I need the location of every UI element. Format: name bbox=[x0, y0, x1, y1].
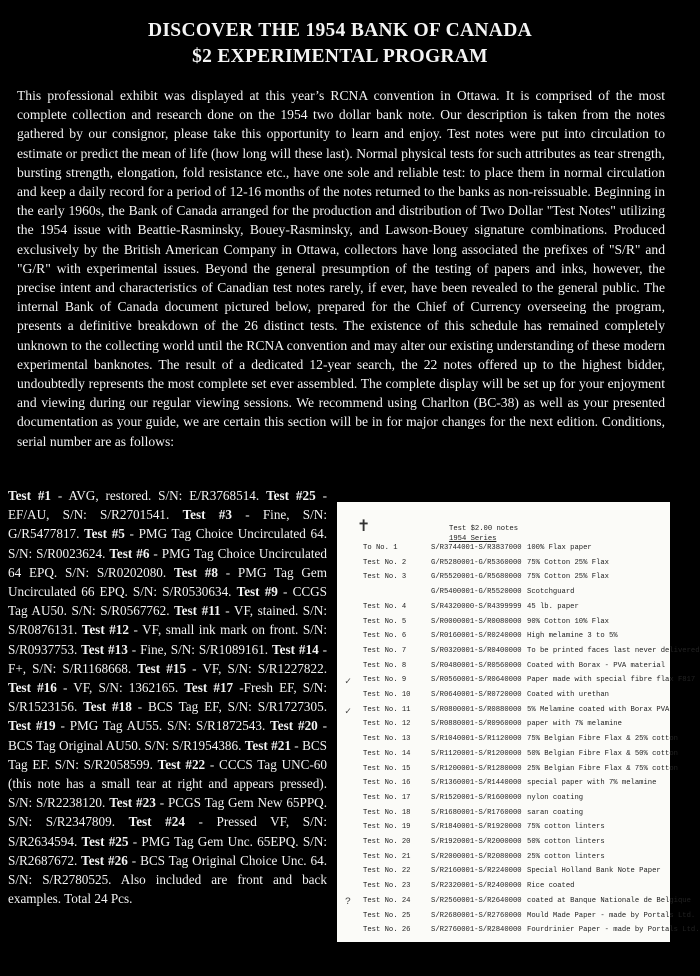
doc-row-test-number: Test No. 18 bbox=[363, 808, 411, 817]
doc-row bbox=[337, 896, 691, 911]
doc-row-description: 5% Melamine coated with Borax PVA bbox=[527, 705, 670, 714]
doc-row-description: Fourdrinier Paper - made by Portals Ltd. bbox=[527, 926, 700, 935]
doc-row bbox=[337, 779, 670, 793]
doc-row-serial-range: S/R0160001-S/R0240000 bbox=[431, 632, 522, 641]
test-detail: - BCS Tag Original AU50. S/N: S/R1954386. bbox=[8, 718, 328, 753]
test-detail: - Fine, S/N: G/R5477817. bbox=[8, 507, 327, 542]
doc-row bbox=[337, 867, 670, 881]
doc-row-description: High melamine 3 to 5% bbox=[527, 632, 618, 641]
page-title bbox=[0, 18, 680, 70]
doc-row bbox=[337, 676, 696, 690]
doc-row-description: paper with 7% melamine bbox=[527, 720, 622, 729]
doc-row bbox=[337, 588, 670, 602]
test-label: Test #22 bbox=[157, 756, 206, 772]
intro-paragraph: This professional exhibit was displayed at this year’s RCNA convention in Ottawa. It is comprised of the most complete collection and research done on the 1954 two dollar bank note. Our description is taken from the notes gathered by our consignor, please take this opportunity to learn and enjoy. Test notes were put into circulation to estimate or predict the mean of life (how long will these last). Normal physical tests for such attributes as tear strength, bursting strength, elongation, fold resistance etc., have one sole and reliable test: to place them in normal circulation and keep a daily record for a period of 12-16 months of the notes returned to the banks as non-reissuable. Beginning in the early 1960s, the Bank of Canada arranged for the production and distribution of Two Dollar "Test Notes" utilizing the 1954 issue with Beattie-Rasminsky, Bouey-Rasminsky, and Lawson-Bouey signature combinations. Produced exclusively by the British American Company in Ottawa, collectors have long associated the prefixes of "S/R" and "G/R" with experimental issues. Beyond the general presumption of the testing of papers and inks, however, the precise intent and characteristics of Canadian test notes rarely, if ever, have been revealed to the general public. The internal Bank of Canada document pictured below, prepared for the Chief of Currency overseeing the program, presents a definitive breakdown of the 26 distinct tests. The existence of this schedule has remained completely unknown to the collecting world until the RCNA convention and may alter our existing understanding of these modern experimental banknotes. The result of a dedicated 12-year search, the 22 notes offered up to the highest bidder, undoubtedly represents the most complete set ever assembled. The complete display will be set up for your enjoyment and viewing during our regular viewing sessions. We recommend using Charlton (BC-38) as well as your presented documentation as your guide, we are certain this section will be in for major changes for the next edition. Conditions, serial number are as follows: bbox=[17, 88, 665, 449]
doc-row-description: 50% Belgian Fibre Flax & 50% cotton bbox=[527, 749, 678, 758]
doc-row-description: coated at Banque Nationale de Belgique bbox=[527, 896, 691, 905]
doc-row-description: Scotchguard bbox=[527, 588, 575, 597]
doc-row bbox=[337, 691, 670, 705]
test-detail: - PCGS Tag Gem New 65PPQ. S/N: S/R2347809. bbox=[8, 795, 327, 830]
doc-row-description: Mould Made Paper - made by Portals Ltd. bbox=[527, 911, 696, 920]
test-label: Test #26 bbox=[81, 852, 128, 868]
doc-row bbox=[337, 632, 670, 646]
doc-row-description: To be printed faces last never delivered bbox=[527, 646, 700, 655]
doc-row bbox=[337, 544, 670, 558]
doc-row-test-number: Test No. 22 bbox=[363, 867, 411, 876]
test-detail: - CCCS Tag UNC-60 (this note has a small tear at right and appears pressed). S/N: S/R2238120. bbox=[8, 756, 327, 811]
doc-heading bbox=[449, 524, 518, 544]
doc-row-test-number: Test No. 9 bbox=[363, 676, 407, 685]
doc-row bbox=[337, 720, 670, 734]
doc-row-test-number: Test No. 15 bbox=[363, 764, 411, 773]
doc-row-test-number: Test No. 8 bbox=[363, 661, 407, 670]
doc-row-serial-range: S/R2680001-S/R2760000 bbox=[431, 911, 522, 920]
doc-row-serial-range: S/R0000001-S/R0080000 bbox=[431, 617, 522, 626]
doc-row-test-number: Test No. 21 bbox=[363, 852, 411, 861]
doc-row-description: Coated with urethan bbox=[527, 691, 609, 699]
doc-row bbox=[337, 735, 678, 749]
doc-row bbox=[337, 926, 700, 940]
test-label: Test #15 bbox=[137, 660, 187, 676]
doc-row-test-number: Test No. 24 bbox=[363, 896, 411, 905]
doc-row-test-number: Test No. 26 bbox=[363, 926, 411, 935]
test-label: Test #20 bbox=[270, 718, 318, 734]
doc-row-serial-range: S/R2760001-S/R2840000 bbox=[431, 926, 522, 935]
doc-row-serial-range: S/R4320000-S/R4399999 bbox=[431, 602, 522, 611]
test-label: Test #13 bbox=[81, 641, 128, 657]
test-label: Test #19 bbox=[8, 718, 56, 734]
test-detail: - PMG Tag Gem Uncirculated 66 EPQ. S/N: S/R0530634. bbox=[8, 564, 328, 600]
doc-row-description: 75% Cotton 25% Flax bbox=[527, 558, 609, 567]
test-label: Test #17 bbox=[184, 680, 234, 696]
test-schedule-document bbox=[337, 502, 700, 942]
doc-row-serial-range: S/R1040001-S/R1120000 bbox=[431, 735, 522, 744]
test-detail: - PMG Tag Choice Uncirculated 64. S/N: S/R0023624. bbox=[8, 526, 328, 561]
test-detail: - VF, small ink mark on front. S/N: S/R0937753. bbox=[8, 622, 328, 657]
test-label: Test #3 bbox=[182, 507, 232, 523]
test-label: Test #11 bbox=[174, 603, 221, 619]
test-detail: - VF, stained. S/N: S/R0876131. bbox=[8, 603, 327, 638]
test-label: Test #25 bbox=[266, 488, 316, 503]
test-detail: - BCS Tag EF. S/N: S/R2058599. bbox=[8, 737, 328, 772]
doc-row-serial-range: S/R2320001-S/R2400000 bbox=[431, 882, 522, 891]
doc-row-description: Rice coated bbox=[527, 882, 575, 891]
doc-row bbox=[337, 646, 700, 661]
doc-row bbox=[337, 559, 670, 573]
doc-row-test-number: Test No. 4 bbox=[363, 602, 407, 611]
doc-row-description: 90% Cotton 10% Flax bbox=[527, 617, 609, 626]
test-label: Test #25 bbox=[81, 833, 129, 849]
doc-row-tick: ? bbox=[345, 896, 352, 908]
doc-row-description: saran coating bbox=[527, 808, 584, 817]
doc-row-description: 75% Cotton 25% Flax bbox=[527, 573, 609, 582]
doc-row-test-number: Test No. 19 bbox=[363, 823, 411, 832]
test-label: Test #24 bbox=[128, 814, 185, 830]
doc-row-tick: ✓ bbox=[345, 706, 352, 718]
test-label: Test #9 bbox=[236, 584, 278, 600]
doc-row-test-number: Test No. 23 bbox=[363, 882, 411, 891]
doc-row-serial-range: S/R0320001-S/R0400000 bbox=[431, 646, 522, 655]
doc-row bbox=[337, 794, 670, 808]
doc-row-serial-range: S/R0800001-S/R0880000 bbox=[431, 705, 522, 714]
test-detail: - AVG, restored. S/N: E/R3768514. bbox=[51, 488, 260, 503]
test-detail: - PMG Tag AU55. S/N: S/R1872543. bbox=[55, 718, 266, 734]
doc-row-description: Coated with Borax - PVA material bbox=[527, 661, 666, 670]
doc-row-serial-range: S/R0880001-S/R0960000 bbox=[431, 720, 522, 729]
doc-row-serial-range: S/R1520001-S/R1600000 bbox=[431, 793, 522, 802]
doc-row bbox=[337, 911, 696, 926]
doc-row-serial-range: S/R1680001-S/R1760000 bbox=[431, 808, 522, 817]
doc-row-description: 75% Belgian Fibre Flax & 25% cotton bbox=[527, 735, 678, 744]
doc-row-test-number: Test No. 10 bbox=[363, 691, 411, 699]
doc-row-test-number: Test No. 11 bbox=[363, 705, 411, 714]
doc-row bbox=[337, 882, 670, 896]
test-label: Test #8 bbox=[173, 564, 218, 580]
doc-corner-mark: ✝ bbox=[357, 516, 371, 535]
doc-row-test-number: Test No. 14 bbox=[363, 749, 411, 758]
doc-row-description: special paper with 7% melamine bbox=[527, 779, 657, 788]
doc-row-test-number: Test No. 6 bbox=[363, 632, 407, 641]
doc-row-serial-range: S/R0560001-S/R0640000 bbox=[431, 676, 522, 685]
doc-row-serial-range: S/R1120001-S/R1200000 bbox=[431, 749, 522, 758]
doc-row-description: 25% Belgian Fibre Flax & 75% cotton bbox=[527, 764, 678, 773]
doc-row-test-number: Test No. 5 bbox=[363, 617, 407, 626]
doc-row-serial-range: S/R0640001-S/R0720000 bbox=[431, 691, 522, 699]
doc-row-serial-range: G/R5520001-G/R5680000 bbox=[431, 573, 522, 582]
test-detail: - EF/AU, S/N: S/R2701541. bbox=[8, 488, 327, 523]
doc-row bbox=[337, 764, 678, 779]
doc-row-test-number: Test No. 17 bbox=[363, 793, 411, 802]
test-detail: - BCS Tag EF, S/N: S/R1727305. bbox=[131, 699, 327, 715]
test-detail: - Pressed VF, S/N: S/R2634594. bbox=[8, 814, 327, 849]
doc-row-serial-range: G/R5400001-G/R5520000 bbox=[431, 588, 522, 597]
doc-row-serial-range: S/R2560001-S/R2640000 bbox=[431, 896, 522, 905]
doc-row-description: 100% Flax paper bbox=[527, 544, 592, 552]
doc-row bbox=[337, 618, 670, 632]
doc-row-serial-range: G/R5280001-G/R5360000 bbox=[431, 558, 522, 567]
doc-heading-line-1: Test $2.00 notes bbox=[449, 525, 519, 533]
test-label: Test #21 bbox=[244, 737, 291, 753]
test-detail: - F+, S/N: S/R1168668. bbox=[8, 641, 327, 676]
test-detail: - VF, S/N: 1362165. bbox=[56, 680, 179, 696]
doc-row bbox=[337, 603, 670, 617]
doc-row-serial-range: S/R2000001-S/R2080000 bbox=[431, 852, 522, 861]
doc-row-description: 75% cotton linters bbox=[527, 823, 605, 832]
test-detail: -Fresh EF, S/N: S/R1523156. bbox=[8, 680, 327, 715]
doc-row-test-number: Test No. 2 bbox=[363, 558, 407, 567]
doc-row-test-number: Test No. 16 bbox=[363, 779, 411, 788]
test-list bbox=[8, 486, 327, 908]
test-label: Test #1 bbox=[8, 488, 52, 503]
doc-row-test-number: To No. 1 bbox=[363, 544, 398, 552]
doc-row-test-number: Test No. 25 bbox=[363, 911, 411, 920]
doc-row-test-number: Test No. 20 bbox=[363, 838, 411, 846]
test-label: Test #14 bbox=[272, 641, 319, 657]
test-label: Test #12 bbox=[81, 622, 129, 638]
doc-row-test-number: Test No. 12 bbox=[363, 720, 411, 729]
test-label: Test #5 bbox=[84, 526, 125, 542]
test-detail: - VF, S/N: S/R1227822. bbox=[186, 660, 328, 676]
doc-row-serial-range: S/R1840001-S/R1920000 bbox=[431, 823, 522, 832]
test-detail: - CCGS Tag AU50. S/N: S/R0567762. bbox=[8, 584, 328, 619]
test-detail: - Fine, S/N: S/R1089161. bbox=[127, 641, 269, 657]
doc-row bbox=[337, 662, 670, 676]
doc-row-serial-range: S/R1200001-S/R1280000 bbox=[431, 764, 522, 773]
doc-row-description: Special Holland Bank Note Paper bbox=[527, 867, 661, 876]
doc-row-tick: ✓ bbox=[345, 677, 352, 689]
doc-row-serial-range: S/R1920001-S/R2000000 bbox=[431, 838, 522, 846]
closing-text: Also included are front and back examples. Total 24 Pcs. bbox=[8, 872, 327, 907]
doc-row-test-number: Test No. 3 bbox=[363, 573, 407, 582]
doc-row-description: Paper made with special fibre flax F817 bbox=[527, 676, 696, 685]
doc-row-test-number: Test No. 7 bbox=[363, 646, 407, 655]
doc-row bbox=[337, 853, 670, 867]
title-line-2: $2 EXPERIMENTAL PROGRAM bbox=[192, 46, 488, 67]
test-label: Test #16 bbox=[8, 680, 57, 696]
doc-row-serial-range: S/R1360001-S/R1440000 bbox=[431, 779, 522, 788]
test-detail: - BCS Tag Original Choice Unc. 64. S/N: S/R2780525. bbox=[8, 852, 327, 888]
doc-row bbox=[337, 823, 670, 837]
test-label: Test #6 bbox=[109, 545, 150, 561]
doc-row bbox=[337, 573, 670, 587]
doc-row-description: 50% cotton linters bbox=[527, 838, 605, 846]
doc-row-serial-range: S/R0480001-S/R0560000 bbox=[431, 661, 522, 670]
doc-row-description: 25% cotton linters bbox=[527, 852, 605, 861]
doc-row bbox=[337, 809, 670, 823]
test-label: Test #18 bbox=[83, 699, 132, 715]
doc-row bbox=[337, 749, 678, 764]
test-detail: - PMG Tag Choice Uncirculated 64 EPQ. S/N: S/R0202080. bbox=[8, 545, 327, 580]
test-label: Test #23 bbox=[109, 795, 156, 811]
doc-row bbox=[337, 838, 670, 852]
doc-row-serial-range: S/R2160001-S/R2240000 bbox=[431, 867, 522, 876]
title-line-1: DISCOVER THE 1954 BANK OF CANADA bbox=[148, 20, 532, 41]
doc-row-serial-range: S/R3744001-S/R3837000 bbox=[431, 544, 522, 552]
test-detail: - PMG Tag Gem Unc. 65EPQ. S/N: S/R2687672. bbox=[8, 833, 328, 868]
doc-row-description: nylon coating bbox=[527, 793, 584, 802]
doc-heading-line-2: 1954 Series bbox=[449, 535, 497, 543]
doc-row bbox=[337, 706, 670, 720]
doc-row-description: 45 lb. paper bbox=[527, 602, 579, 611]
doc-row-test-number: Test No. 13 bbox=[363, 735, 411, 744]
